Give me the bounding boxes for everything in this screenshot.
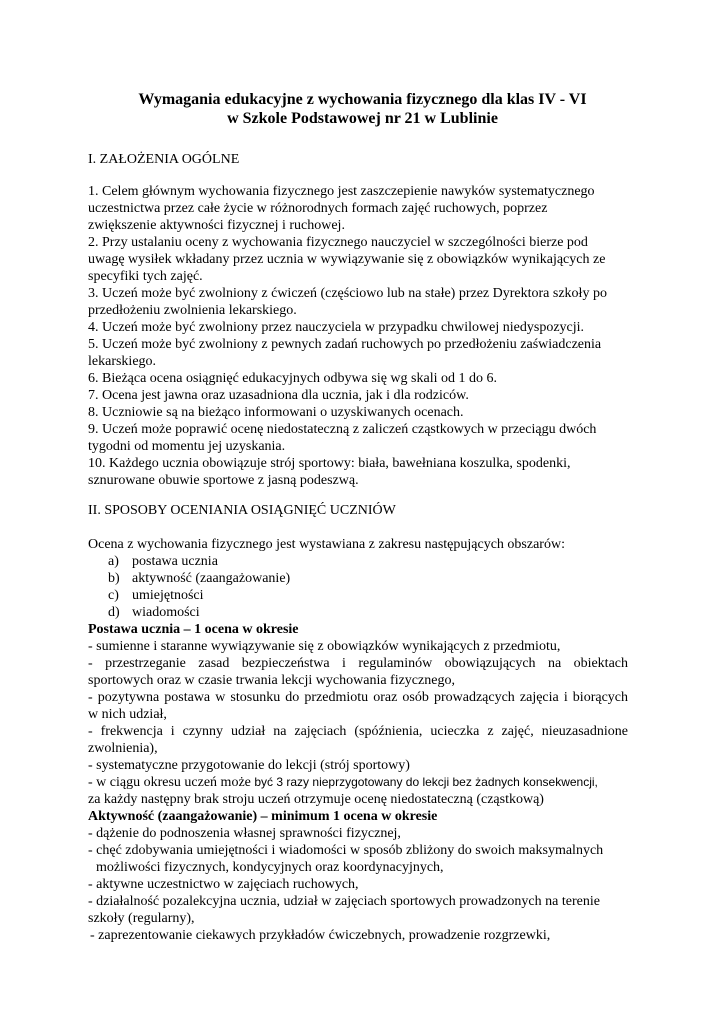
section1-item-line: specyfiki tych zajęć.	[88, 269, 203, 284]
assessment-area-text: umiejętności	[132, 588, 204, 603]
assessment-area-item	[88, 604, 628, 621]
section2-heading: II. SPOSOBY OCENIANIA OSIĄGNIĘĆ UCZNIÓW	[88, 503, 396, 518]
postawa-line: w nich udział,	[88, 707, 167, 722]
document-title-line1: Wymagania edukacyjne z wychowania fizycznego dla klas IV - VI	[138, 91, 587, 108]
assessment-area-text: wiadomości	[132, 605, 200, 620]
aktywnosc-line: możliwości fizycznych, kondycyjnych oraz koordynacyjnych,	[96, 860, 444, 875]
postawa-line: - sumienne i staranne wywiązywanie się z obowiązków wynikających z przedmiotu,	[88, 639, 561, 654]
section1-item-line: 5. Uczeń może być zwolniony z pewnych zadań ruchowych po przedłożeniu zaświadczenia	[88, 337, 602, 352]
aktywnosc-line: - aktywne uczestnictwo w zajęciach ruchowych,	[88, 877, 359, 892]
postawa-line: - frekwencja i czynny udział na zajęciach (spóźnienia, ucieczka z zajęć, nieuzasadnione	[88, 724, 628, 739]
assessment-area-text: aktywność (zaangażowanie)	[132, 571, 291, 586]
assessment-area-label: d)	[108, 605, 120, 620]
postawa-line: sportowych oraz w czasie trwania lekcji wychowania fizycznego,	[88, 673, 455, 688]
postawa-line: zwolnienia),	[88, 741, 158, 756]
postawa-line	[88, 774, 628, 791]
section1-heading: I. ZAŁOŻENIA OGÓLNE	[88, 152, 240, 167]
section2-intro: Ocena z wychowania fizycznego jest wystawiana z zakresu następujących obszarów:	[88, 537, 565, 552]
assessment-area-label: b)	[108, 571, 120, 586]
section1-item-line: zwiększenie aktywności fizycznej i ruchowej.	[88, 218, 345, 233]
aktywnosc-line: - działalność pozalekcyjna ucznia, udział w zajęciach sportowych prowadzonych na terenie	[88, 894, 600, 909]
postawa-line: - systematyczne przygotowanie do lekcji (strój sportowy)	[88, 758, 410, 773]
section1-item-line: 7. Ocena jest jawna oraz uzasadniona dla ucznia, jak i dla rodziców.	[88, 388, 469, 403]
section1-list	[88, 183, 628, 489]
postawa-line-serif-part: - w ciągu okresu uczeń może	[88, 775, 255, 790]
section1-item-line: lekarskiego.	[88, 354, 157, 369]
section1-item-line: uwagę wysiłek wkładany przez ucznia w wywiązywanie się z obowiązków wynikających ze	[88, 252, 606, 267]
aktywnosc-line: - chęć zdobywania umiejętności i wiadomości w sposób zbliżony do swoich maksymalnych	[88, 843, 604, 858]
section1-item-line: 2. Przy ustalaniu oceny z wychowania fizycznego nauczyciel w szczególności bierze pod	[88, 235, 588, 250]
postawa-line: - przestrzeganie zasad bezpieczeństwa i regulaminów obowiązujących na obiektach	[88, 656, 628, 671]
assessment-area-label: c)	[108, 588, 119, 603]
section2-content	[88, 536, 628, 944]
assessment-area-item	[88, 570, 628, 587]
section1-item-line: tygodni od momentu jej uzyskania.	[88, 439, 286, 454]
section1-item-line: przedłożeniu zwolnienia lekarskiego.	[88, 303, 297, 318]
postawa-line: za każdy następny brak stroju uczeń otrzymuje ocenę niedostateczną (cząstkową)	[88, 792, 544, 807]
assessment-area-item	[88, 587, 628, 604]
document-title-line2: w Szkole Podstawowej nr 21 w Lublinie	[227, 110, 498, 127]
section1-item-line: uczestnictwa przez całe życie w różnorodnych formach zajęć ruchowych, poprzez	[88, 201, 548, 216]
aktywnosc-line: - zaprezentowanie ciekawych przykładów ćwiczebnych, prowadzenie rozgrzewki,	[90, 928, 551, 943]
aktywnosc-heading: Aktywność (zaangażowanie) – minimum 1 ocena w okresie	[88, 809, 438, 824]
section1-item-line: 6. Bieżąca ocena osiągnięć edukacyjnych odbywa się wg skali od 1 do 6.	[88, 371, 497, 386]
section1-item-line: 3. Uczeń może być zwolniony z ćwiczeń (częściowo lub na stałe) przez Dyrektora szkoły po	[88, 286, 607, 301]
assessment-areas-list	[88, 553, 628, 621]
assessment-area-label: a)	[108, 554, 119, 569]
aktywnosc-line: szkoły (regularny),	[88, 911, 195, 926]
postawa-line: - pozytywna postawa w stosunku do przedmiotu oraz osób prowadzących zajęcia i biorących	[88, 690, 628, 705]
section1-item-line: 4. Uczeń może być zwolniony przez nauczyciela w przypadku chwilowej niedyspozycji.	[88, 320, 585, 335]
postawa-line-sans-part: być 3 razy nieprzygotowany do lekcji bez żadnych konsekwencji,	[254, 775, 598, 789]
section1-item-line: 9. Uczeń może poprawić ocenę niedostateczną z zaliczeń cząstkowych w przeciągu dwóch	[88, 422, 597, 437]
postawa-heading: Postawa ucznia – 1 ocena w okresie	[88, 622, 299, 637]
aktywnosc-line: - dążenie do podnoszenia własnej sprawności fizycznej,	[88, 826, 401, 841]
section1-item-line: 10. Każdego ucznia obowiązuje strój sportowy: biała, bawełniana koszulka, spodenki,	[88, 456, 571, 471]
section1-item-line: sznurowane obuwie sportowe z jasną podeszwą.	[88, 473, 359, 488]
assessment-area-item	[88, 553, 628, 570]
section1-item-line: 1. Celem głównym wychowania fizycznego jest zaszczepienie nawyków systematycznego	[88, 184, 595, 199]
assessment-area-text: postawa ucznia	[132, 554, 218, 569]
section1-item-line: 8. Uczniowie są na bieżąco informowani o uzyskiwanych ocenach.	[88, 405, 464, 420]
